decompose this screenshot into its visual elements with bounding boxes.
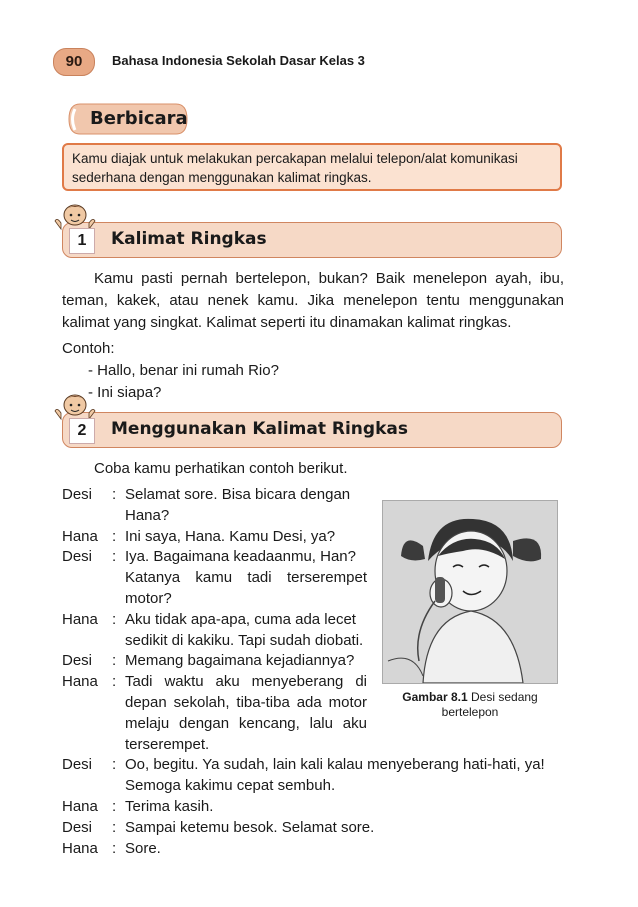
speaker-name: Hana [62, 527, 98, 545]
utterance-line: Sore. [125, 839, 161, 857]
speaker-name: Hana [62, 839, 98, 857]
utterance-line: Memang bagaimana kejadiannya? [125, 652, 355, 670]
figure-caption-text: Desi sedang bertelepon [441, 690, 538, 719]
speaker-name: Hana [62, 673, 98, 691]
speaker-colon: : [112, 756, 117, 774]
speaker-colon: : [112, 527, 117, 545]
girl-phone-illustration [383, 501, 557, 683]
utterance-line: motor? [125, 589, 172, 607]
speaker-name: Hana [62, 610, 98, 628]
utterance-line: Katanya kamu tadi terserempet [125, 569, 367, 587]
example-item: - Hallo, benar ini rumah Rio? [88, 362, 279, 379]
figure-label: Gambar 8.1 [402, 690, 468, 704]
speaker-colon: : [112, 652, 117, 670]
subheading-1-title: Kalimat Ringkas [111, 229, 267, 249]
subheading-1 [62, 222, 562, 258]
running-title: Bahasa Indonesia Sekolah Dasar Kelas 3 [112, 53, 365, 68]
utterance-line: Terima kasih. [125, 798, 214, 815]
dialogue-lead: Coba kamu perhatikan contoh berikut. [94, 460, 348, 477]
speaker-colon: : [112, 548, 117, 566]
figure-image [382, 500, 558, 684]
paragraph-line: Kamu pasti pernah bertelepon, bukan? Baik menelepon ayah, ibu, [94, 270, 564, 287]
utterance-line: Aku tidak apa-apa, cuma ada lecet [125, 610, 356, 628]
utterance-line: Sampai ketemu besok. Selamat sore. [125, 818, 375, 836]
speaker-colon: : [112, 839, 117, 857]
speaker-colon: : [112, 818, 117, 836]
subheading-2 [62, 412, 562, 448]
example-item: - Ini siapa? [88, 384, 162, 401]
speaker-name: Desi [62, 548, 93, 566]
utterance-line: sedikit di kakiku. Tapi sudah diobati. [125, 631, 364, 649]
speaker-name: Desi [62, 756, 93, 774]
figure-caption [390, 690, 550, 720]
section-tab [66, 103, 188, 135]
speaker-colon: : [112, 673, 117, 691]
utterance-line: Semoga kakimu cepat sembuh. [125, 777, 336, 795]
utterance-line: depan sekolah, tiba-tiba ada motor [125, 693, 367, 711]
subheading-2-title: Menggunakan Kalimat Ringkas [111, 419, 408, 439]
instruction-box: Kamu diajak untuk melakukan percakapan melalui telepon/alat komunikasi sederhana dengan menggunakan kalimat ringkas. [62, 143, 562, 191]
page-number-badge: 90 [53, 48, 95, 76]
paragraph-line: teman, kakek, atau nenek kamu. Jika menelepon tentu menggunakan [62, 292, 564, 309]
subheading-2-number: 2 [69, 418, 95, 444]
subheading-1-number: 1 [69, 228, 95, 254]
example-block [62, 338, 564, 404]
speaker-colon: : [112, 798, 117, 815]
utterance-line: Ini saya, Hana. Kamu Desi, ya? [125, 527, 336, 545]
utterance-line: Tadi waktu aku menyeberang di [125, 673, 367, 691]
utterance-line: Oo, begitu. Ya sudah, lain kali kalau menyeberang hati-hati, ya! [125, 756, 545, 774]
paragraph-1 [62, 268, 564, 334]
speaker-name: Desi [62, 818, 93, 836]
speaker-name: Desi [62, 486, 93, 503]
speaker-colon: : [112, 610, 117, 628]
section-title: Berbicara [90, 108, 188, 129]
paragraph-line: kalimat yang singkat. Kalimat seperti itu dinamakan kalimat ringkas. [62, 314, 512, 331]
utterance-line: Iya. Bagaimana keadaanmu, Han? [125, 548, 356, 566]
example-label: Contoh: [62, 340, 115, 357]
utterance-line: terserempet. [125, 735, 210, 753]
utterance-line: melaju dengan kencang, lalu aku [125, 714, 367, 732]
speaker-colon: : [112, 486, 117, 503]
utterance-line: Selamat sore. Bisa bicara dengan [125, 486, 351, 503]
utterance-line: Hana? [125, 506, 170, 524]
speaker-name: Desi [62, 652, 93, 670]
speaker-name: Hana [62, 798, 98, 815]
